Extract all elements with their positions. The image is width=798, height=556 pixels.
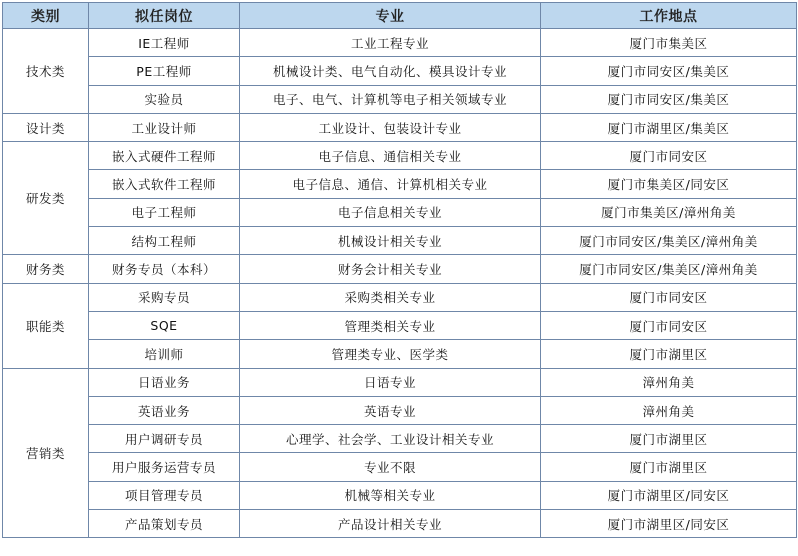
major-cell: 工业设计、包装设计专业 [240, 113, 541, 141]
location-cell: 厦门市湖里区/集美区 [541, 113, 797, 141]
location-cell: 厦门市湖里区/同安区 [541, 481, 797, 509]
major-cell: 心理学、社会学、工业设计相关专业 [240, 425, 541, 453]
location-cell: 厦门市集美区/同安区 [541, 170, 797, 198]
category-cell: 技术类 [3, 29, 89, 114]
major-cell: 工业工程专业 [240, 29, 541, 57]
major-cell: 机械等相关专业 [240, 481, 541, 509]
major-cell: 电子信息、通信、计算机相关专业 [240, 170, 541, 198]
location-cell: 厦门市同安区/集美区/漳州角美 [541, 227, 797, 255]
major-cell: 电子、电气、计算机等电子相关领域专业 [240, 85, 541, 113]
location-cell: 厦门市湖里区 [541, 425, 797, 453]
table-row [3, 170, 797, 198]
table-row [3, 396, 797, 424]
position-cell: 嵌入式软件工程师 [89, 170, 240, 198]
table-row [3, 255, 797, 283]
header-location: 工作地点 [541, 3, 797, 29]
position-cell: 培训师 [89, 340, 240, 368]
position-cell: 日语业务 [89, 368, 240, 396]
position-cell: 财务专员（本科） [89, 255, 240, 283]
position-cell: 嵌入式硬件工程师 [89, 142, 240, 170]
table-row [3, 85, 797, 113]
table-row [3, 283, 797, 311]
major-cell: 管理类专业、医学类 [240, 340, 541, 368]
category-cell: 营销类 [3, 368, 89, 538]
table-row [3, 29, 797, 57]
major-cell: 财务会计相关专业 [240, 255, 541, 283]
location-cell: 厦门市集美区 [541, 29, 797, 57]
table-row [3, 453, 797, 481]
major-cell: 电子信息、通信相关专业 [240, 142, 541, 170]
category-cell: 职能类 [3, 283, 89, 368]
table-row [3, 340, 797, 368]
table-row [3, 142, 797, 170]
location-cell: 厦门市同安区 [541, 283, 797, 311]
table-row [3, 481, 797, 509]
major-cell: 机械设计类、电气自动化、模具设计专业 [240, 57, 541, 85]
header-row [3, 3, 797, 29]
position-cell: 用户服务运营专员 [89, 453, 240, 481]
header-major: 专业 [240, 3, 541, 29]
table-body [3, 29, 797, 538]
table-header [3, 3, 797, 29]
location-cell: 漳州角美 [541, 396, 797, 424]
category-cell: 设计类 [3, 113, 89, 141]
position-cell: IE工程师 [89, 29, 240, 57]
position-cell: 实验员 [89, 85, 240, 113]
location-cell: 厦门市同安区/集美区/漳州角美 [541, 255, 797, 283]
header-category: 类别 [3, 3, 89, 29]
location-cell: 厦门市集美区/漳州角美 [541, 198, 797, 226]
major-cell: 英语专业 [240, 396, 541, 424]
major-cell: 管理类相关专业 [240, 311, 541, 339]
location-cell: 厦门市湖里区/同安区 [541, 510, 797, 538]
location-cell: 漳州角美 [541, 368, 797, 396]
location-cell: 厦门市同安区/集美区 [541, 85, 797, 113]
position-cell: 电子工程师 [89, 198, 240, 226]
position-cell: 产品策划专员 [89, 510, 240, 538]
location-cell: 厦门市同安区/集美区 [541, 57, 797, 85]
position-cell: 项目管理专员 [89, 481, 240, 509]
table-row [3, 227, 797, 255]
table-row [3, 425, 797, 453]
position-cell: 英语业务 [89, 396, 240, 424]
table-row [3, 198, 797, 226]
major-cell: 采购类相关专业 [240, 283, 541, 311]
category-cell: 财务类 [3, 255, 89, 283]
table-row [3, 368, 797, 396]
major-cell: 机械设计相关专业 [240, 227, 541, 255]
table-row [3, 57, 797, 85]
major-cell: 电子信息相关专业 [240, 198, 541, 226]
table-row [3, 311, 797, 339]
major-cell: 日语专业 [240, 368, 541, 396]
location-cell: 厦门市湖里区 [541, 453, 797, 481]
major-cell: 产品设计相关专业 [240, 510, 541, 538]
major-cell: 专业不限 [240, 453, 541, 481]
category-cell: 研发类 [3, 142, 89, 255]
location-cell: 厦门市同安区 [541, 311, 797, 339]
table-row [3, 113, 797, 141]
position-cell: 用户调研专员 [89, 425, 240, 453]
position-cell: PE工程师 [89, 57, 240, 85]
position-cell: 结构工程师 [89, 227, 240, 255]
header-position: 拟任岗位 [89, 3, 240, 29]
position-cell: SQE [89, 311, 240, 339]
recruitment-table [2, 2, 797, 538]
location-cell: 厦门市同安区 [541, 142, 797, 170]
position-cell: 采购专员 [89, 283, 240, 311]
position-cell: 工业设计师 [89, 113, 240, 141]
location-cell: 厦门市湖里区 [541, 340, 797, 368]
table-row [3, 510, 797, 538]
